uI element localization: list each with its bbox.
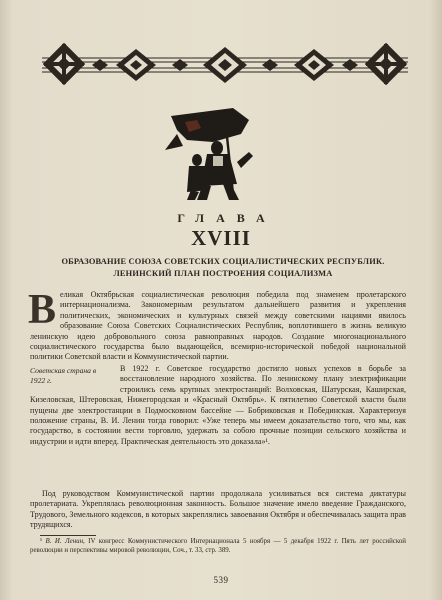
chapter-illustration-flag-bearers (157, 104, 271, 202)
decorative-ornament-band (42, 40, 408, 86)
chapter-title-line-1: ОБРАЗОВАНИЕ СОЮЗА СОВЕТСКИХ СОЦИАЛИСТИЧЕСКИХ РЕСПУБЛИК. (61, 257, 385, 266)
paragraph-opening-text: еликая Октябрьская социалистическая революция победила под знаменем пролетарского интернационализма. Закономерным результатом дальнейшего развития и укрепления политических, экономических и культурных связей между советскими нациями явилось образование Союза Советских Социалистических Республик, воплотившего в жизнь великую ленинскую идею добровольного союза равноправных народов. Создание многонационального социалистического государства было выдающейся, всемирно-исторической победой национальной политики Советской власти и Коммунистической партии. (30, 290, 406, 362)
footnote (30, 538, 406, 556)
side-note: Советская страна в 1922 г. (30, 366, 97, 385)
chapter-title-line-2: ЛЕНИНСКИЙ ПЛАН ПОСТРОЕНИЯ СОЦИАЛИЗМА (113, 269, 333, 278)
paragraph-party-leadership: Под руководством Коммунистической партии продолжала усиливаться вся система диктатуры пролетариата. Укреплялась революционная законность. Большое значение имело введение Гражданского, Трудового, Земельного кодексов, в которых закреплялись завоевания Октября и обеспечивалась защита прав трудящихся. (30, 489, 406, 530)
chapter-label: ГЛАВА (177, 211, 277, 225)
footnote-divider (40, 535, 96, 536)
footnote-text: , IV конгресс Коммунистического Интернационала 5 ноября — 5 декабря 1922 г. Пять лет российской революции и перспективы мировой революции, Соч., т. 33, стр. 389. (30, 538, 406, 554)
paragraph-1922-text: В 1922 г. Советское государство достигло новых успехов в борьбе за восстановление народного хозяйства. По ленинскому плану электрификации строились семь крупных электростанций: Волховская, Шатурская, Каширская, Кизеловская, Штеровская, Нижегородская и «Красный Октябрь». К пятилетию Советской власти были пущены две электростанции в Подмосковном бассейне — Бобриковская и Побединская. Характеризуя положение страны, В. И. Ленин тогда говорил: «Уже теперь мы имеем доказательство того, что мы, как государство, в состоянии вести торговлю, удержать за собою прочные позиции сельского хозяйства и индустрии и идти вперед. Практическая деятельность это доказала»¹. (30, 364, 406, 446)
paragraph-opening (28, 287, 406, 363)
chapter-title (40, 256, 406, 280)
chapter-number: XVIII (191, 226, 251, 250)
footnote-marker: ¹ (40, 538, 43, 545)
drop-cap: В (28, 287, 57, 333)
page-number: 539 (213, 575, 229, 585)
footnote-author: В. И. Ленин (45, 538, 84, 545)
paragraph-1922 (30, 364, 406, 447)
